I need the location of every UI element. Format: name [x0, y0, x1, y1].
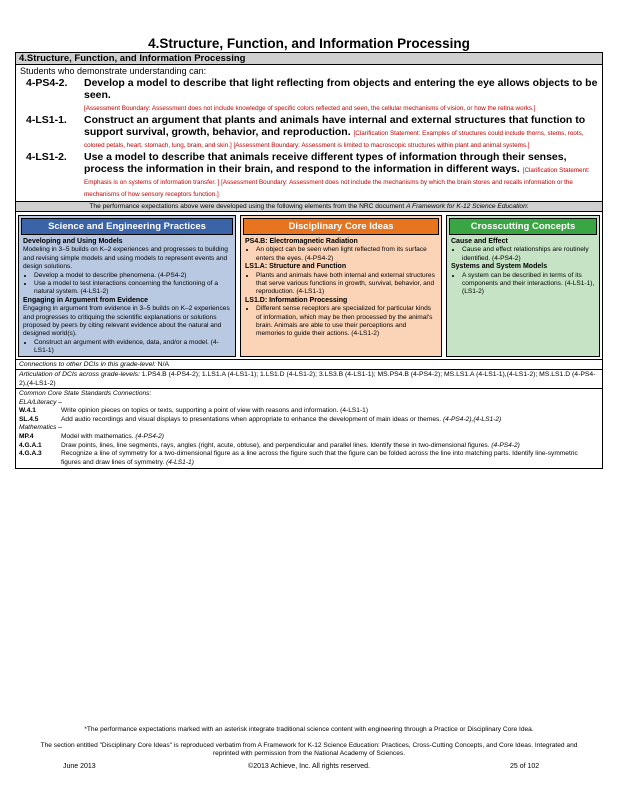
dci-subheading: LS1.A: Structure and Function: [245, 263, 347, 271]
sep-paragraph: Modeling in 3–5 builds on K–2 experiences and progresses to building and revising simple models and using models to represent events and design solutions.: [23, 246, 228, 271]
developed-note-colon: :: [526, 203, 529, 210]
pe-code: 4-PS4-2.: [26, 77, 68, 89]
standards-table: [15, 52, 603, 469]
ela-label: ELA/Literacy –: [19, 398, 62, 406]
ccc-bullet: • Cause and effect relationships are routinely identified. (4-PS4-2): [462, 246, 595, 263]
footer-date: June 2013: [63, 763, 96, 770]
ccss-row: [19, 450, 599, 467]
pe-text: Develop a model to describe that light reflecting from objects and entering the eye allows objects to be seen.: [84, 77, 598, 101]
dci-subheading: PS4.B: Electromagnetic Radiation: [245, 238, 358, 245]
pe-code: 4-LS1-2.: [26, 151, 67, 163]
sep-bullet: • Use a model to test interactions concerning the functioning of a natural system. (4-LS1-2): [34, 280, 231, 297]
ccss-tag: (4-PS4-2): [135, 432, 164, 440]
ccss-code: MP.4: [19, 432, 34, 440]
ccss-row: [19, 407, 599, 416]
dci-column: [240, 215, 442, 357]
ccss-code: 4.G.A.1: [19, 441, 42, 449]
ccss-text: Write opinion pieces on topics or texts, supporting a point of view with reasons and information. (4-LS1-1): [61, 407, 369, 415]
ccc-heading: Crosscutting Concepts: [449, 218, 597, 235]
intro-text: Students who demonstrate understanding can:: [20, 66, 207, 76]
ccss-tag: (4-PS4-2): [491, 441, 520, 449]
ccss-text: Add audio recordings and visual displays to presentations when appropriate to enhance the development of main ideas or themes.: [61, 415, 443, 423]
dci-bullet: • Plants and animals have both internal and external structures that serve various functions in growth, survival, behavior, and reproduction. (4-LS1-1): [256, 272, 437, 297]
ccss-tag: (4-LS1-1): [166, 458, 194, 466]
sep-subheading: Engaging in Argument from Evidence: [23, 296, 148, 304]
sep-column: [18, 215, 236, 357]
articulation-text: 1.PS4.B (4-PS4-2); 1.LS1.A (4-LS1-1); 1.LS1.D (4-LS1-2); 3.LS3.B (4-LS1-1); MS.PS4.B (4-PS4-2); MS.LS1.A (4-LS1-1),(4-LS1-2); MS.LS1.D (4-PS4-2),(4-LS1-2): [19, 371, 596, 387]
ccss-text: Model with mathematics.: [61, 432, 136, 440]
sep-subheading: Developing and Using Models: [23, 238, 123, 245]
ccss-text: Draw points, lines, line segments, rays, angles (right, acute, obtuse), and perpendicular and parallel lines. Identify these in two-dimensional figures.: [61, 441, 492, 449]
connections-row: [16, 360, 602, 370]
pe-code: 4-LS1-1.: [26, 114, 67, 126]
ccc-bullet: • A system can be described in terms of its components and their interactions. (4-LS1-1), (LS1-2): [462, 272, 595, 297]
sep-bullet: • Construct an argument with evidence, data, and/or a model. (4-LS1-1): [34, 339, 231, 356]
ccss-label: Common Core State Standards Connections:: [19, 390, 152, 397]
pe-item: [20, 151, 598, 199]
articulation-row: [16, 370, 602, 389]
section-header: 4.Structure, Function, and Information Processing: [16, 53, 602, 65]
sep-paragraph: Engaging in argument from evidence in 3–5 builds on K–2 experiences and progresses to critiquing the scientific explanations or solutions proposed by peers by citing relevant evidence about the natural and designed world(s).: [23, 305, 230, 338]
pe-text: Use a model to describe that animals receive different types of information through their senses, process the information in their brain, and respond to the information in different ways.: [84, 151, 567, 175]
performance-expectations: [16, 65, 602, 201]
ccss-tag: (4-PS4-2),(4-LS1-2): [442, 415, 502, 423]
connections-value: N/A: [155, 361, 169, 368]
page-title: 4.Structure, Function, and Information Processing: [148, 36, 470, 51]
sep-bullet: • Develop a model to describe phenomena. (4-PS4-2): [34, 272, 231, 280]
ccss-row: [19, 442, 599, 451]
three-dimensions: [16, 212, 602, 360]
ccc-column: [446, 215, 600, 357]
dci-bullet: • An object can be seen when light reflected from its surface enters the eyes. (4-PS4-2): [256, 246, 437, 263]
ccss-code: SL.4.5: [19, 415, 39, 423]
math-label: Mathematics –: [19, 424, 62, 432]
articulation-label: Articulation of DCIs across grade-levels:: [19, 371, 140, 378]
pe-text: Construct an argument that plants and animals have internal and external structures that function to support survival, growth, behavior, and reproduction.: [84, 114, 586, 138]
footnote-dci: The section entitled "Disciplinary Core Ideas" is reproduced verbatim from A Framework for K-12 Science Education: Practices, Cross-Cutting Concepts, and Core Ideas. Integrated and reprinted with permission from the National Academy of Sciences.: [40, 742, 578, 757]
pe-clarification: [Clarification Statement: Examples of structures could include thorns, stems, roots, colored petals, heart, stomach, lung, brain, and skin.] [Assessment Boundary: Assessment is limited to macroscopic structures within plant and animal systems.]: [84, 130, 584, 149]
ccss-code: 4.G.A.3: [19, 450, 42, 458]
framework-title: A Framework for K-12 Science Education: [406, 203, 527, 210]
connections-label: Connections to other DCIs in this grade-level:: [19, 361, 156, 368]
ccss-code: W.4.1: [19, 407, 36, 415]
ccss-row: [19, 433, 599, 442]
developed-note-text: The performance expectations above were developed using the following elements from the NRC document: [89, 203, 407, 210]
ccc-subheading: Systems and System Models: [451, 263, 548, 271]
dci-bullet: • Different sense receptors are specialized for particular kinds of information, which may be then processed by the animal's brain. Animals are able to use their perceptions and memories to guide their actions. (4-LS1-2): [256, 305, 437, 339]
developed-note: [16, 201, 602, 212]
dci-heading: Disciplinary Core Ideas: [243, 218, 439, 235]
pe-clarification: [Assessment Boundary: Assessment does not include knowledge of specific colors reflected and seen, the cellular mechanisms of vision, or how the retina works.]: [84, 105, 536, 112]
ccss-row: [19, 416, 599, 425]
ccss-connections: [16, 389, 602, 468]
footnote-asterisk: *The performance expectations marked with an asterisk integrate traditional science content with engineering through a Practice or Disciplinary Core Idea.: [84, 726, 534, 733]
pe-item: [20, 114, 598, 150]
dci-subheading: LS1.D: Information Processing: [245, 296, 348, 304]
ccc-subheading: Cause and Effect: [451, 238, 508, 245]
footer-page-number: 25 of 102: [510, 763, 540, 770]
sep-heading: Science and Engineering Practices: [21, 218, 233, 235]
ccss-text: Recognize a line of symmetry for a two-dimensional figure as a line across the figure such that the figure can be folded across the line into matching parts. Identify line-symmetric figures and draw lines of symmetry.: [61, 450, 578, 466]
footer-copyright: ©2013 Achieve, Inc. All rights reserved.: [248, 763, 370, 770]
pe-clarification: [Clarification Statement: Emphasis is on systems of information transfer. ] [Assessment Boundary: Assessment does not include the mechanisms by which the brain stores and recalls information or the mechanisms of how sensory receptors function.]: [84, 167, 590, 198]
pe-item: [20, 77, 598, 113]
